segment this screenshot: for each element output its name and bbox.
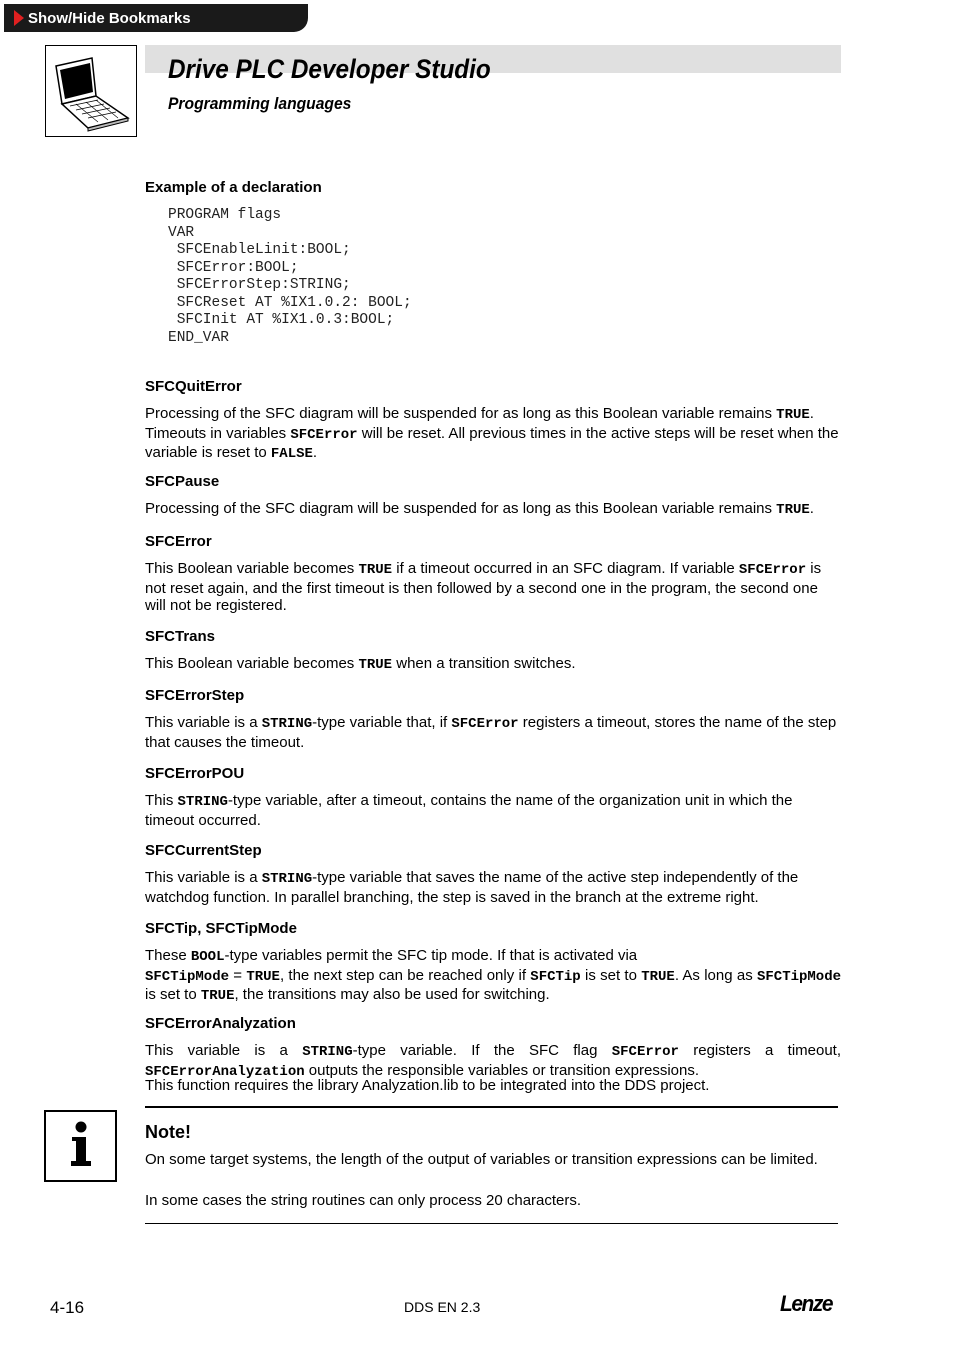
sfctip-text: These BOOL-type variables permit the SFC tip mode. If that is activated via SFCTipMode = TRUE, the next step can be reached only if SFCTip is set to TRUE. As long as SFCTipMode is set to TRUE, the transitions may also be used for switching.: [145, 947, 841, 1004]
laptop-icon: [45, 45, 137, 137]
sfccurrentstep-heading: SFCCurrentStep: [145, 842, 262, 859]
sfctip-heading: SFCTip, SFCTipMode: [145, 920, 297, 937]
note-title: Note!: [145, 1122, 191, 1142]
sfcquiterror-text: Processing of the SFC diagram will be suspended for as long as this Boolean variable remains TRUE. Timeouts in variables SFCError will be reset. All previous times in the active steps will be reset when the variable is reset to FALSE.: [145, 405, 839, 462]
sfctrans-heading: SFCTrans: [145, 628, 216, 645]
page-number: 4-16: [50, 1298, 85, 1317]
declaration-code: PROGRAM flags VAR SFCEnableLinit:BOOL; SFCError:BOOL; SFCErrorStep:STRING; SFCReset AT %IX1.0.2: BOOL; SFCInit AT %IX1.0.3:BOOL; END_VAR: [168, 207, 412, 346]
bookmark-label: Show/Hide Bookmarks: [28, 9, 191, 27]
sfctrans-text: This Boolean variable becomes TRUE when a transition switches.: [145, 655, 576, 673]
sfcquiterror-heading: SFCQuitError: [145, 378, 242, 395]
sfcerrorstep-heading: SFCErrorStep: [145, 687, 245, 704]
note-bottom-rule: [145, 1223, 838, 1224]
sfcerroranalyzation-text: This variable is a STRING-type variable. If the SFC flag SFCError registers a timeout, SFCErrorAnalyzation outputs the responsible variables or transition expressions.: [145, 1042, 842, 1080]
sfcerroranalyzation-library-text: This function requires the library Analyzation.lib to be integrated into the DDS project.: [145, 1077, 710, 1094]
document-id: DDS EN 2.3: [404, 1299, 481, 1315]
sfcpause-heading: SFCPause: [145, 473, 220, 490]
sfcerroranalyzation-heading: SFCErrorAnalyzation: [145, 1015, 296, 1032]
note-text-1: On some target systems, the length of the output of variables or transition expressions can be limited.: [145, 1151, 818, 1168]
bookmark-arrow-icon: [14, 10, 24, 26]
sfccurrentstep-text: This variable is a STRING-type variable that saves the name of the active step independently of the watchdog function. In parallel branching, the step is saved in the branch at the extreme right.: [145, 869, 799, 906]
lenze-logo: Lenze: [780, 1291, 833, 1316]
sfcerror-heading: SFCError: [145, 533, 212, 550]
sfcerrorstep-text: This variable is a STRING-type variable that, if SFCError registers a timeout, stores the name of the step that causes the timeout.: [145, 714, 837, 751]
show-hide-bookmarks-button[interactable]: [4, 4, 308, 32]
sfcerrorpou-text: This STRING-type variable, after a timeout, contains the name of the organization unit in which the timeout occurred.: [145, 792, 793, 829]
note-text-2: In some cases the string routines can only process 20 characters.: [145, 1192, 582, 1209]
sfcerror-text: This Boolean variable becomes TRUE if a timeout occurred in an SFC diagram. If variable SFCError is not reset again, and the first timeout is then followed by a second one in the program, the second one will not be registered.: [145, 560, 822, 614]
sfcerrorpou-heading: SFCErrorPOU: [145, 765, 245, 782]
note-top-rule: [145, 1106, 838, 1108]
document-title: Drive PLC Developer Studio: [168, 54, 491, 84]
declaration-heading: Example of a declaration: [145, 179, 322, 196]
sfcpause-text: Processing of the SFC diagram will be suspended for as long as this Boolean variable remains TRUE.: [145, 500, 814, 518]
document-subtitle: Programming languages: [168, 94, 352, 113]
info-icon: [44, 1110, 117, 1182]
